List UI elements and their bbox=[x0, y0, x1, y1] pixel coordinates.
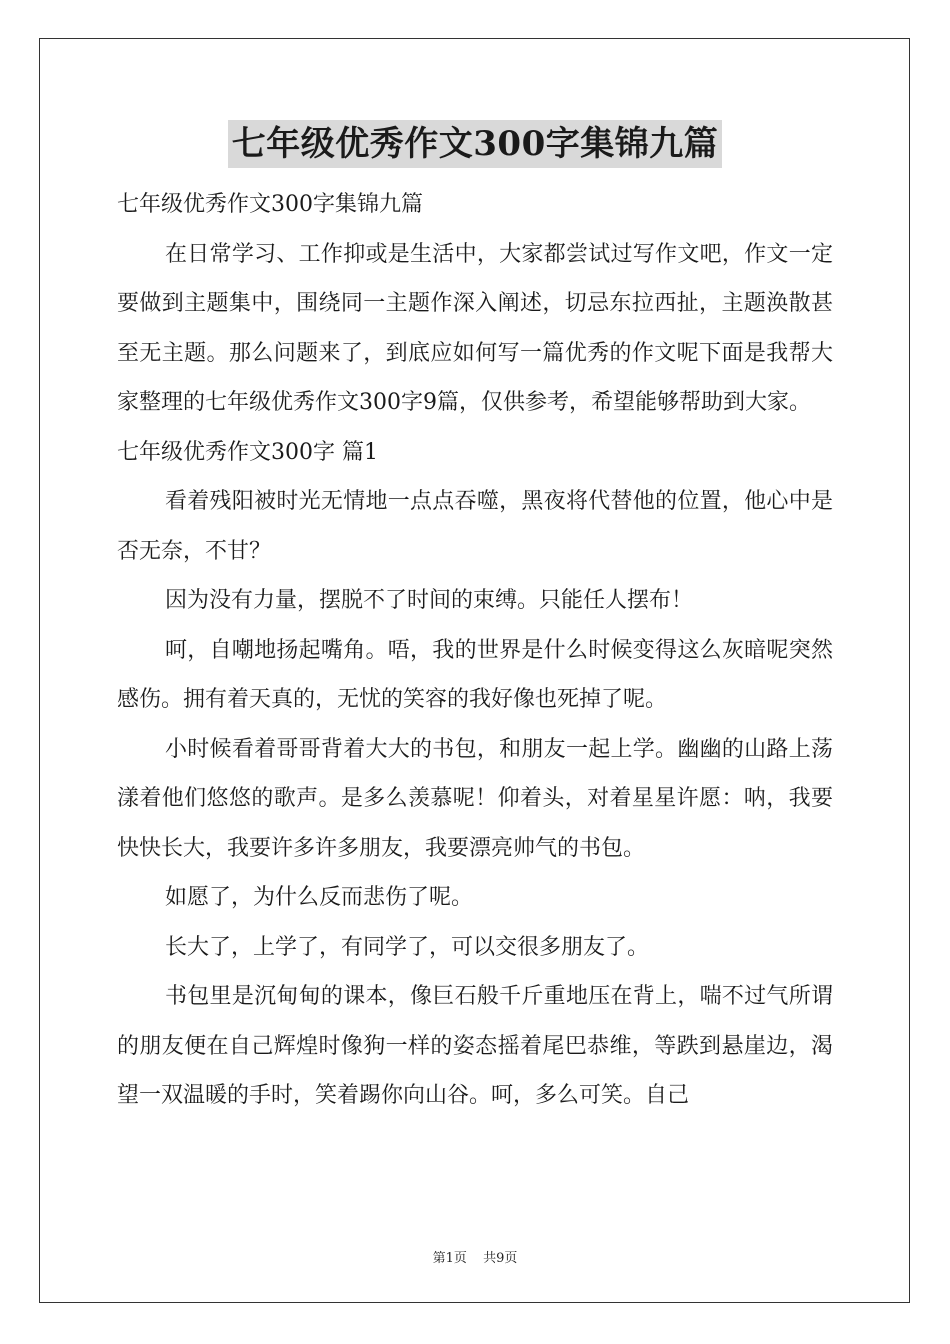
section-heading: 七年级优秀作文300字集锦九篇 bbox=[117, 192, 423, 217]
page-number-total: 共9页 bbox=[483, 1251, 518, 1266]
body-paragraph: 如愿了，为什么反而悲伤了呢。 bbox=[165, 885, 474, 910]
paragraph-list bbox=[117, 180, 833, 1121]
body-paragraph: 呵，自嘲地扬起嘴角。唔，我的世界是什么时候变得这么灰暗呢突然感伤。拥有着天真的，无忧的笑容的我好像也死掉了呢。 bbox=[117, 637, 833, 712]
document-title-text: 七年级优秀作文300字集锦九篇 bbox=[228, 120, 722, 168]
body-paragraph: 书包里是沉甸甸的课本，像巨石般千斤重地压在背上，喘不过气所谓的朋友便在自己辉煌时像狗一样的姿态摇着尾巴恭维，等跌到悬崖边，渴望一双温暖的手时，笑着踢你向山谷。呵，多么可笑。自己 bbox=[117, 984, 833, 1108]
section-heading: 七年级优秀作文300字 篇1 bbox=[117, 439, 378, 465]
document-title bbox=[117, 120, 833, 170]
body-paragraph: 看着残阳被时光无情地一点点吞噬，黑夜将代替他的位置，他心中是否无奈，不甘？ bbox=[117, 489, 833, 564]
body-paragraph: 小时候看着哥哥背着大大的书包，和朋友一起上学。幽幽的山路上荡漾着他们悠悠的歌声。是多么羡慕呢！仰着头，对着星星许愿：呐，我要快快长大，我要许多许多朋友，我要漂亮帅气的书包。 bbox=[117, 736, 833, 861]
body-paragraph: 在日常学习、工作抑或是生活中，大家都尝试过写作文吧，作文一定要做到主题集中，围绕同一主题作深入阐述，切忌东拉西扯，主题涣散甚至无主题。那么问题来了，到底应如何写一篇优秀的作文呢下面是我帮大家整理的七年级优秀作文300字9篇，仅供参考，希望能够帮助到大家。 bbox=[117, 241, 833, 415]
page-number-current: 第1页 bbox=[432, 1251, 467, 1266]
body-paragraph: 因为没有力量，摆脱不了时间的束缚。只能任人摆布！ bbox=[165, 588, 694, 613]
document-body bbox=[117, 120, 833, 1121]
body-paragraph: 长大了，上学了，有同学了，可以交很多朋友了。 bbox=[165, 934, 650, 960]
page-footer bbox=[0, 1247, 950, 1266]
